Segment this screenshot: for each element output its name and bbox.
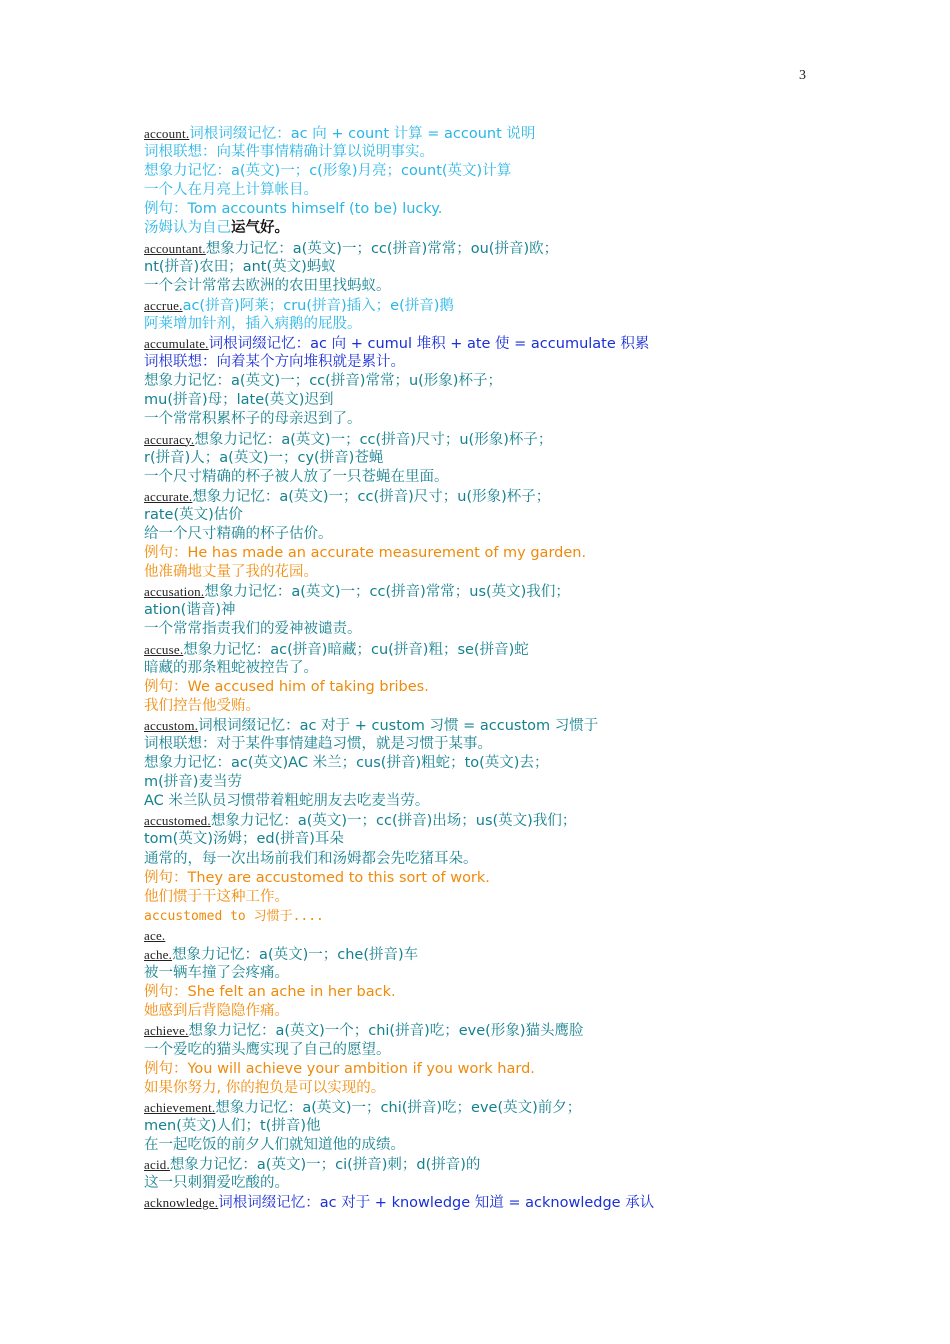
- text-line: [144, 754, 824, 773]
- text-line: [144, 1079, 824, 1098]
- memory-note: 想象力记忆：a(英文)一；ci(拼音)刺；d(拼音)的: [169, 1157, 481, 1174]
- memory-note: 想象力记忆：a(英文)一；cc(拼音)常常；us(英文)我们；: [204, 584, 570, 601]
- memory-note: tom(英文)汤姆；ed(拼音)耳朵: [144, 831, 344, 848]
- text-line: [144, 964, 824, 983]
- text-line: [144, 1174, 824, 1193]
- text-line: [144, 506, 824, 525]
- text-line: [144, 907, 824, 926]
- headword: accurate.: [144, 488, 193, 504]
- text-line: [144, 792, 824, 811]
- headword: accuracy.: [144, 431, 195, 447]
- document-body: [144, 124, 824, 1212]
- memory-note: 词根联想：对于某件事情建趋习惯，就是习惯于某事。: [144, 736, 492, 752]
- headword: achievement.: [144, 1099, 216, 1115]
- memory-note: 汤姆认为自己: [144, 220, 231, 237]
- text-line: [144, 430, 824, 449]
- headword: accountant.: [144, 240, 206, 256]
- memory-note: ation(谐音)神: [144, 602, 236, 619]
- memory-note: 想象力记忆：a(英文)一；cc(拼音)常常；ou(拼音)欧；: [205, 240, 559, 257]
- text-line: [144, 678, 824, 697]
- memory-note: 词根词缀记忆：ac 向 + cumul 堆积 + ate 使 = accumulate 积累: [208, 336, 650, 353]
- memory-note: 想象力记忆：a(英文)一；chi(拼音)吃；eve(英文)前夕；: [215, 1099, 582, 1116]
- text-line: [144, 162, 824, 181]
- text-line: [144, 124, 824, 143]
- memory-note: 暗藏的那条粗蛇被控告了。: [144, 659, 318, 676]
- memory-note: 词根词缀记忆：ac 对于 + custom 习惯 = accustom 习惯于: [198, 717, 599, 734]
- memory-note: 她感到后背隐隐作痛。: [144, 1003, 289, 1020]
- headword: accrue.: [144, 297, 183, 313]
- memory-note: 想象力记忆：a(英文)一；cc(拼音)尺寸；u(形象)杯子；: [192, 488, 551, 505]
- example-sentence: 例句：She felt an ache in her back.: [144, 984, 396, 1001]
- text-line: [144, 983, 824, 1002]
- text-line: [144, 1021, 824, 1040]
- memory-note: rate(英文)估价: [144, 506, 243, 523]
- text-line: [144, 410, 824, 429]
- text-line: [144, 811, 824, 830]
- headword: accumulate.: [144, 336, 209, 352]
- text-line: [144, 258, 824, 277]
- memory-note: 想象力记忆：ac(英文)AC 米兰；cus(拼音)粗蛇；to(英文)去；: [144, 755, 549, 772]
- text-line: [144, 1060, 824, 1079]
- text-line: [144, 582, 824, 601]
- text-line: [144, 1136, 824, 1155]
- memory-note: accustomed to 习惯于....: [144, 908, 324, 924]
- text-line: [144, 773, 824, 792]
- memory-note: m(拼音)麦当劳: [144, 774, 242, 791]
- memory-note: 如果你努力, 你的抱负是可以实现的。: [144, 1079, 386, 1096]
- memory-note: mu(拼音)母；late(英文)迟到: [144, 392, 334, 409]
- memory-note: 运气好。: [231, 220, 289, 237]
- headword: acknowledge.: [144, 1195, 219, 1211]
- memory-note: 词根联想：向某件事情精确计算以说明事实。: [144, 144, 434, 161]
- text-line: [144, 850, 824, 869]
- text-line: [144, 181, 824, 200]
- text-line: [144, 735, 824, 754]
- text-line: [144, 353, 824, 372]
- text-line: [144, 1155, 824, 1174]
- memory-note: ac(拼音)阿莱；cru(拼音)插入；e(拼音)鹅: [182, 297, 454, 314]
- memory-note: 词根词缀记忆：ac 对于 + knowledge 知道 = acknowledge 承认: [218, 1195, 655, 1212]
- headword: accuse.: [144, 641, 184, 657]
- headword: account.: [144, 126, 190, 141]
- memory-note: 在一起吃饭的前夕人们就知道他的成绩。: [144, 1136, 405, 1153]
- text-line: [144, 1117, 824, 1136]
- memory-note: 想象力记忆：a(英文)一；cc(拼音)常常；u(形象)杯子；: [144, 373, 502, 390]
- text-line: [144, 372, 824, 391]
- memory-note: 一个人在月亮上计算帐目。: [144, 182, 318, 199]
- text-line: [144, 716, 824, 735]
- text-line: [144, 601, 824, 620]
- memory-note: 一个常常指责我们的爱神被谴责。: [144, 621, 362, 638]
- text-line: [144, 277, 824, 296]
- text-line: [144, 1098, 824, 1117]
- text-line: [144, 219, 824, 238]
- headword: achieve.: [144, 1023, 189, 1039]
- memory-note: AC 米兰队员习惯带着粗蛇朋友去吃麦当劳。: [144, 793, 430, 810]
- memory-note: 被一辆车撞了会疼痛。: [144, 965, 289, 982]
- memory-note: 想象力记忆：a(英文)一；cc(拼音)出场；us(英文)我们；: [210, 813, 577, 830]
- text-line: [144, 945, 824, 964]
- memory-note: r(拼音)人；a(英文)一；cy(拼音)苍蝇: [144, 449, 384, 466]
- text-line: [144, 830, 824, 849]
- memory-note: 这一只刺猬爱吃酸的。: [144, 1175, 289, 1192]
- text-line: [144, 869, 824, 888]
- text-line: [144, 525, 824, 544]
- text-line: [144, 1041, 824, 1060]
- text-line: [144, 926, 824, 945]
- text-line: [144, 1193, 824, 1212]
- example-sentence: 例句：They are accustomed to this sort of work.: [144, 869, 490, 886]
- memory-note: 给一个尺寸精确的杯子估价。: [144, 525, 333, 542]
- memory-note: 想象力记忆：a(英文)一；che(拼音)车: [172, 947, 419, 964]
- memory-note: 想象力记忆：a(英文)一；cc(拼音)尺寸；u(形象)杯子；: [194, 431, 553, 448]
- text-line: [144, 1002, 824, 1021]
- headword: ache.: [144, 947, 173, 963]
- headword: accustom.: [144, 717, 199, 733]
- text-line: [144, 239, 824, 258]
- text-line: [144, 659, 824, 678]
- text-line: [144, 697, 824, 716]
- headword: accusation.: [144, 584, 205, 600]
- example-sentence: 例句：Tom accounts himself (to be) lucky.: [144, 201, 443, 218]
- text-line: [144, 315, 824, 334]
- text-line: [144, 200, 824, 219]
- memory-note: nt(拼音)农田；ant(英文)蚂蚁: [144, 258, 336, 275]
- memory-note: 他们惯于干这种工作。: [144, 888, 289, 905]
- memory-note: 阿莱增加针剂，插入病鹅的屁股。: [144, 315, 362, 332]
- headword: accustomed.: [144, 813, 211, 829]
- memory-note: 词根词缀记忆：ac 向 + count 计算 = account 说明: [189, 126, 536, 142]
- memory-note: 词根联想：向着某个方向堆积就是累计。: [144, 354, 405, 371]
- text-line: [144, 544, 824, 563]
- text-line: [144, 449, 824, 468]
- memory-note: 一个爱吃的猫头鹰实现了自己的愿望。: [144, 1041, 391, 1058]
- text-line: [144, 296, 824, 315]
- memory-note: men(英文)人们；t(拼音)他: [144, 1117, 321, 1134]
- text-line: [144, 468, 824, 487]
- example-sentence: 例句：We accused him of taking bribes.: [144, 678, 429, 695]
- memory-note: 想象力记忆：a(英文)一个；chi(拼音)吃；eve(形象)猫头鹰脸: [188, 1023, 584, 1040]
- memory-note: 想象力记忆：ac(拼音)暗藏；cu(拼音)粗；se(拼音)蛇: [183, 641, 529, 658]
- page-number: 3: [799, 68, 806, 83]
- headword: acid.: [144, 1157, 170, 1173]
- memory-note: 通常的，每一次出场前我们和汤姆都会先吃猪耳朵。: [144, 850, 478, 867]
- text-line: [144, 640, 824, 659]
- memory-note: 一个会计常常去欧洲的农田里找蚂蚁。: [144, 277, 391, 294]
- memory-note: 一个常常积累杯子的母亲迟到了。: [144, 411, 362, 428]
- text-line: [144, 391, 824, 410]
- example-sentence: 例句：You will achieve your ambition if you work hard.: [144, 1060, 535, 1077]
- headword: ace.: [144, 927, 166, 943]
- example-sentence: 例句：He has made an accurate measurement of my garden.: [144, 545, 587, 562]
- text-line: [144, 143, 824, 162]
- memory-note: 我们控告他受贿。: [144, 697, 260, 714]
- text-line: [144, 888, 824, 907]
- text-line: [144, 334, 824, 353]
- memory-note: 一个尺寸精确的杯子被人放了一只苍蝇在里面。: [144, 468, 449, 485]
- text-line: [144, 620, 824, 639]
- memory-note: 他准确地丈量了我的花园。: [144, 564, 318, 581]
- text-line: [144, 563, 824, 582]
- memory-note: 想象力记忆：a(英文)一；c(形象)月亮；count(英文)计算: [144, 163, 512, 180]
- text-line: [144, 487, 824, 506]
